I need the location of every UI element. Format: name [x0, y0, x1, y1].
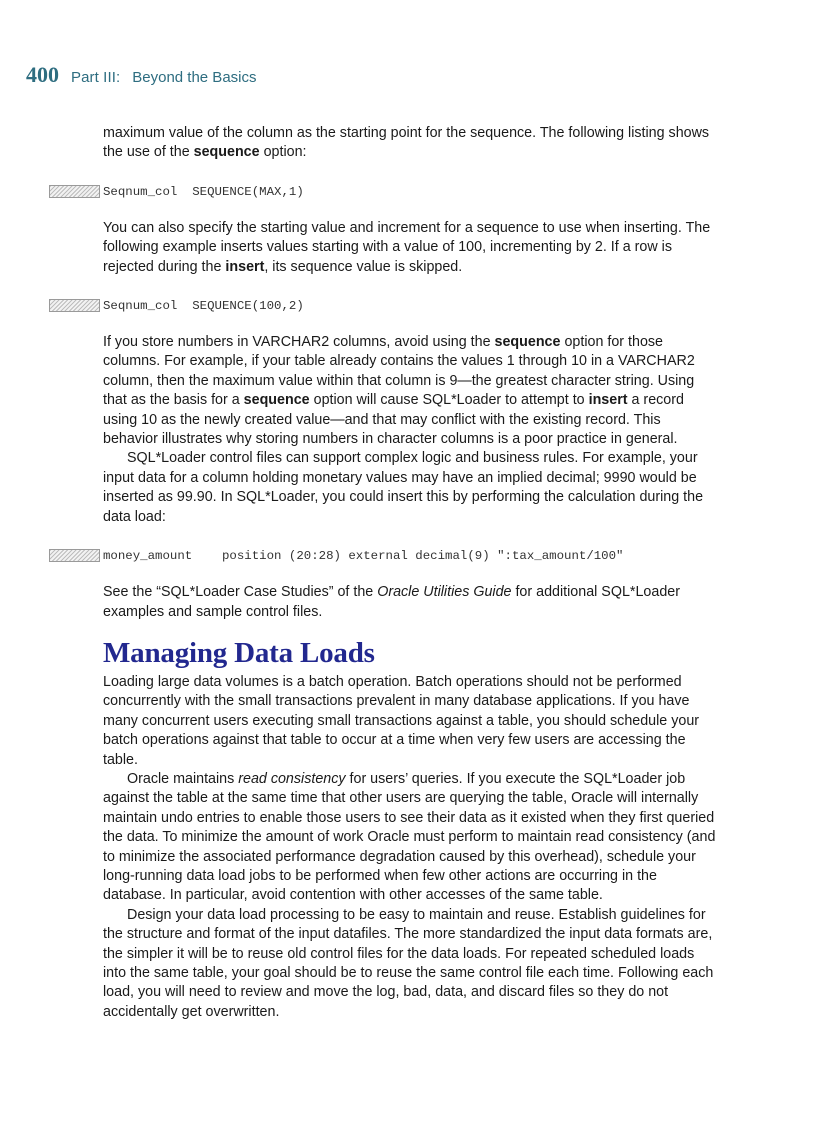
bold-keyword: sequence: [243, 392, 310, 409]
italic-title: Oracle Utilities Guide: [377, 584, 512, 601]
code-listing: [103, 182, 717, 201]
text-run: You can also specify the starting value and increment for a sequence to use when inserting. The following example inserts values starting with a value of 100, incrementing by 2. If a row is rejected during the: [103, 219, 711, 275]
part-title: Beyond the Basics: [132, 69, 257, 86]
paragraph: [103, 124, 717, 163]
text-run: a record using 10 as the newly created value—and that may conflict with the existing record. This behavior illustrates why storing numbers in character columns is a poor practice in general.: [103, 392, 684, 448]
paragraph: [103, 770, 717, 906]
text-run: for users’ queries. If you execute the SQL*Loader job against the table at the same time that other users are querying the table, Oracle will internally maintain undo entries to enable those users to see their data as it existed when they first queried the data. To minimize the amount of work Oracle must perform to maintain read consistency (and to minimize the associated performance degradation caused by this overhead), schedule your long-running data load jobs to be performed when few other actions are occurring in the database. In particular, avoid contention with other accesses of the same table.: [103, 770, 716, 904]
text-run: Oracle maintains: [127, 770, 239, 787]
code-listing: [103, 546, 717, 565]
code-listing-icon: [49, 549, 100, 562]
paragraph: [103, 219, 717, 277]
paragraph: [103, 333, 717, 449]
text-run: If you store numbers in VARCHAR2 columns, avoid using the: [103, 334, 495, 351]
italic-term: read consistency: [238, 770, 346, 787]
code-listing-icon: [49, 185, 100, 198]
bold-keyword: sequence: [494, 334, 561, 351]
text-run: for additional SQL*Loader examples and sample control files.: [103, 584, 680, 620]
text-run: maximum value of the column as the starting point for the sequence. The following listing shows the use of the: [103, 125, 710, 161]
section-heading: Managing Data Loads: [103, 636, 375, 669]
text-run: , its sequence value is skipped.: [264, 258, 463, 275]
running-head: [71, 69, 257, 86]
code-listing: [103, 296, 717, 315]
text-run: option will cause SQL*Loader to attempt to: [309, 392, 589, 409]
code-text: Seqnum_col SEQUENCE(MAX,1): [103, 184, 304, 199]
paragraph: SQL*Loader control files can support complex logic and business rules. For example, your input data for a column holding monetary values may have an implied decimal; 9990 would be inserted as 99.90. In SQL*Loader, you could insert this by performing the calculation during the data load:: [103, 450, 704, 525]
page-number: 400: [26, 62, 59, 87]
paragraph: Design your data load processing to be easy to maintain and reuse. Establish guidelines for the structure and format of the input datafiles. The more standardized the input data formats are, the simpler it will be to reuse old control files for the data loads. For repeated scheduled loads into the same table, your goal should be to reuse the same control file each time. Following each load, you will need to review and move the log, bad, data, and discard files so they do not accidentally get overwritten.: [103, 906, 714, 1020]
paragraph: [103, 583, 717, 622]
bold-keyword: insert: [225, 258, 265, 275]
bold-keyword: insert: [588, 392, 628, 409]
part-label: Part III:: [71, 69, 121, 86]
code-text: money_amount position (20:28) external decimal(9) ":tax_amount/100": [103, 549, 624, 564]
page-body: [103, 124, 717, 1022]
code-listing-icon: [49, 299, 100, 312]
text-run: See the “SQL*Loader Case Studies” of the: [103, 584, 378, 601]
text-run: option:: [259, 144, 307, 161]
paragraph: Loading large data volumes is a batch operation. Batch operations should not be performed concurrently with the small transactions prevalent in many database applications. If you have many concurrent users executing small transactions against a table, you should schedule your batch operations against that table to occur at a time when very few users are accessing the table.: [103, 673, 700, 768]
bold-keyword: sequence: [193, 144, 260, 161]
page-header: [26, 62, 257, 92]
text-run: option for those columns. For example, if your table already contains the values 1 through 10 in a VARCHAR2 column, then the maximum value within that column is 9—the greatest character string. Using that as the basis for a: [103, 334, 695, 409]
code-text: Seqnum_col SEQUENCE(100,2): [103, 299, 304, 314]
